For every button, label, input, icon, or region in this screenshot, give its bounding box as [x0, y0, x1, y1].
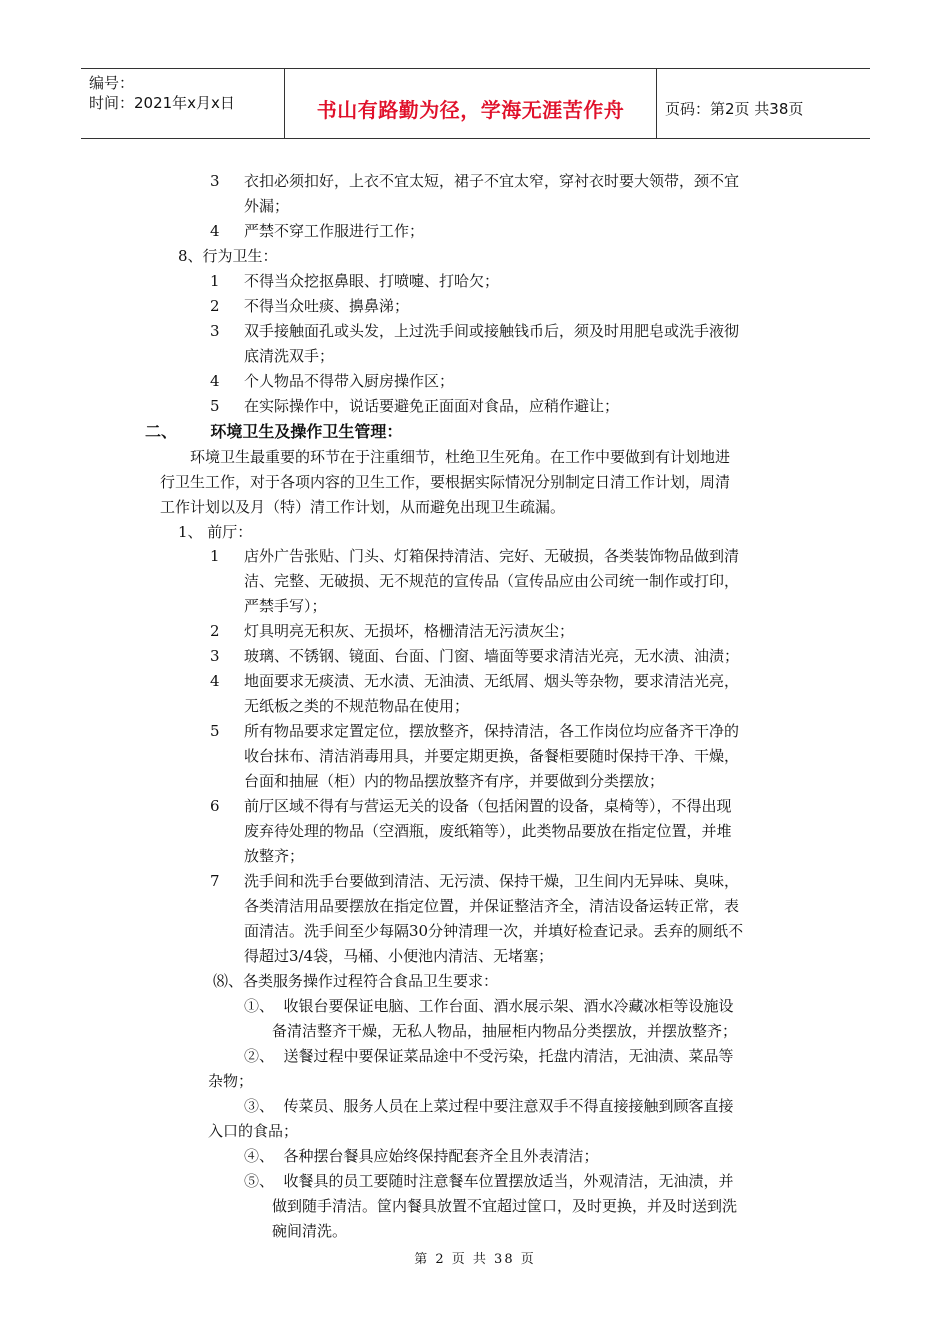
text-line: 得超过3/4袋，马桶、小便池内清洁、无堵塞； — [244, 947, 554, 965]
text-line: ②、 送餐过程中要保证菜品途中不受污染，托盘内清洁，无油渍、菜品等 — [244, 1047, 734, 1065]
text-line: 店外广告张贴、门头、灯箱保持清洁、完好、无破损，各类装饰物品做到清 — [244, 547, 740, 565]
text-line: ⑤、 收餐具的员工要随时注意餐车位置摆放适当，外观清洁，无油渍，并 — [244, 1172, 734, 1190]
section-heading: 二、 环境卫生及操作卫生管理： — [145, 422, 403, 441]
item-number: 4 — [210, 372, 220, 390]
text-line: 不得当众挖抠鼻眼、打喷嚏、打哈欠； — [244, 272, 500, 290]
number-label: 编号： — [89, 74, 135, 92]
text-line: 地面要求无痰渍、无水渍、无油渍、无纸屑、烟头等杂物，要求清洁光亮， — [244, 672, 740, 690]
text-line: 工作计划以及月（特）清工作计划，从而避免出现卫生疏漏。 — [160, 498, 566, 516]
text-line: 放整齐； — [244, 847, 305, 865]
item-number: 5 — [210, 397, 220, 415]
item-number: 3 — [210, 172, 220, 190]
item-number: 1 — [210, 547, 220, 565]
text-line: 底清洗双手； — [244, 347, 335, 365]
text-line: 8、行为卫生： — [178, 247, 278, 265]
text-line: 入口的食品； — [208, 1122, 299, 1140]
text-line: ④、 各种摆台餐具应始终保持配套齐全且外表清洁； — [244, 1147, 599, 1165]
text-line: 洗手间和洗手台要做到清洁、无污渍、保持干燥，卫生间内无异味、臭味， — [244, 872, 740, 890]
page-footer: 第 2 页 共 38 页 — [414, 1252, 536, 1267]
text-line: ①、 收银台要保证电脑、工作台面、酒水展示架、酒水冷藏冰柜等设施设 — [244, 997, 734, 1015]
text-line: 面清洁。洗手间至少每隔30分钟清理一次，并填好检查记录。丢弃的厕纸不 — [244, 922, 744, 940]
item-number: 3 — [210, 322, 220, 340]
text-line: 收台抹布、清洁消毒用具，并要定期更换，备餐柜要随时保持干净、干燥， — [244, 747, 740, 765]
text-line: 各类清洁用品要摆放在指定位置，并保证整洁齐全，清洁设备运转正常，表 — [244, 897, 740, 915]
text-line: 不得当众吐痰、擤鼻涕； — [244, 297, 410, 315]
item-number: 2 — [210, 297, 220, 315]
text-line: 做到随手清洁。筐内餐具放置不宜超过筐口，及时更换，并及时送到洗 — [272, 1197, 738, 1215]
item-number: 1 — [210, 272, 220, 290]
text-line: 衣扣必须扣好，上衣不宜太短，裙子不宜太窄，穿衬衣时要大领带，颈不宜 — [244, 172, 740, 190]
text-line: 个人物品不得带入厨房操作区； — [244, 372, 455, 390]
header-left-cell — [81, 69, 285, 138]
text-line: 无纸板之类的不规范物品在使用； — [244, 697, 470, 715]
text-line: 前厅区域不得有与营运无关的设备（包括闲置的设备，桌椅等），不得出现 — [244, 797, 732, 815]
item-number: 3 — [210, 647, 220, 665]
text-line: 洁、完整、无破损、无不规范的宣传品（宣传品应由公司统一制作或打印， — [244, 572, 740, 590]
item-number: 2 — [210, 622, 220, 640]
text-line: 灯具明亮无积灰、无损坏，格栅清洁无污渍灰尘； — [244, 622, 575, 640]
text-line: 在实际操作中，说话要避免正面面对食品，应稍作避让； — [244, 397, 620, 415]
text-line: 玻璃、不锈钢、镜面、台面、门窗、墙面等要求清洁光亮，无水渍、油渍； — [244, 647, 740, 665]
text-line: 环境卫生最重要的环节在于注重细节，杜绝卫生死角。在工作中要做到有计划地进 — [190, 448, 731, 466]
text-line: 备清洁整齐干燥，无私人物品，抽屉柜内物品分类摆放，并摆放整齐； — [272, 1022, 738, 1040]
header-table — [81, 68, 870, 139]
page-label: 页码：第2页 共38页 — [665, 100, 804, 118]
text-line: 严禁不穿工作服进行工作； — [244, 222, 425, 240]
text-line: ③、 传菜员、服务人员在上菜过程中要注意双手不得直接接触到顾客直接 — [244, 1097, 734, 1115]
text-line: 1、 前厅： — [178, 523, 253, 541]
text-line: 外漏； — [244, 197, 290, 215]
motto: 书山有路勤为径，学海无涯苦作舟 — [285, 69, 657, 138]
text-line: 杂物； — [208, 1072, 254, 1090]
item-number: 4 — [210, 222, 220, 240]
item-number: 6 — [210, 797, 220, 815]
text-line: 行卫生工作，对于各项内容的卫生工作，要根据实际情况分别制定日清工作计划，周清 — [160, 473, 731, 491]
item-number: 5 — [210, 722, 220, 740]
text-line: 台面和抽屉（柜）内的物品摆放整齐有序，并要做到分类摆放； — [244, 772, 665, 790]
item-number: 7 — [210, 872, 220, 890]
time-label: 时间：2021年x月x日 — [89, 94, 235, 112]
text-line: 废弃待处理的物品（空酒瓶，废纸箱等），此类物品要放在指定位置，并堆 — [244, 822, 732, 840]
text-line: 所有物品要求定置定位，摆放整齐，保持清洁，各工作岗位均应备齐干净的 — [244, 722, 740, 740]
text-line: 严禁手写）； — [244, 597, 327, 615]
text-line: 双手接触面孔或头发，上过洗手间或接触钱币后，须及时用肥皂或洗手液彻 — [244, 322, 740, 340]
text-line: ⑻、各类服务操作过程符合食品卫生要求： — [213, 972, 499, 990]
item-number: 4 — [210, 672, 220, 690]
text-line: 碗间清洗。 — [272, 1222, 348, 1240]
